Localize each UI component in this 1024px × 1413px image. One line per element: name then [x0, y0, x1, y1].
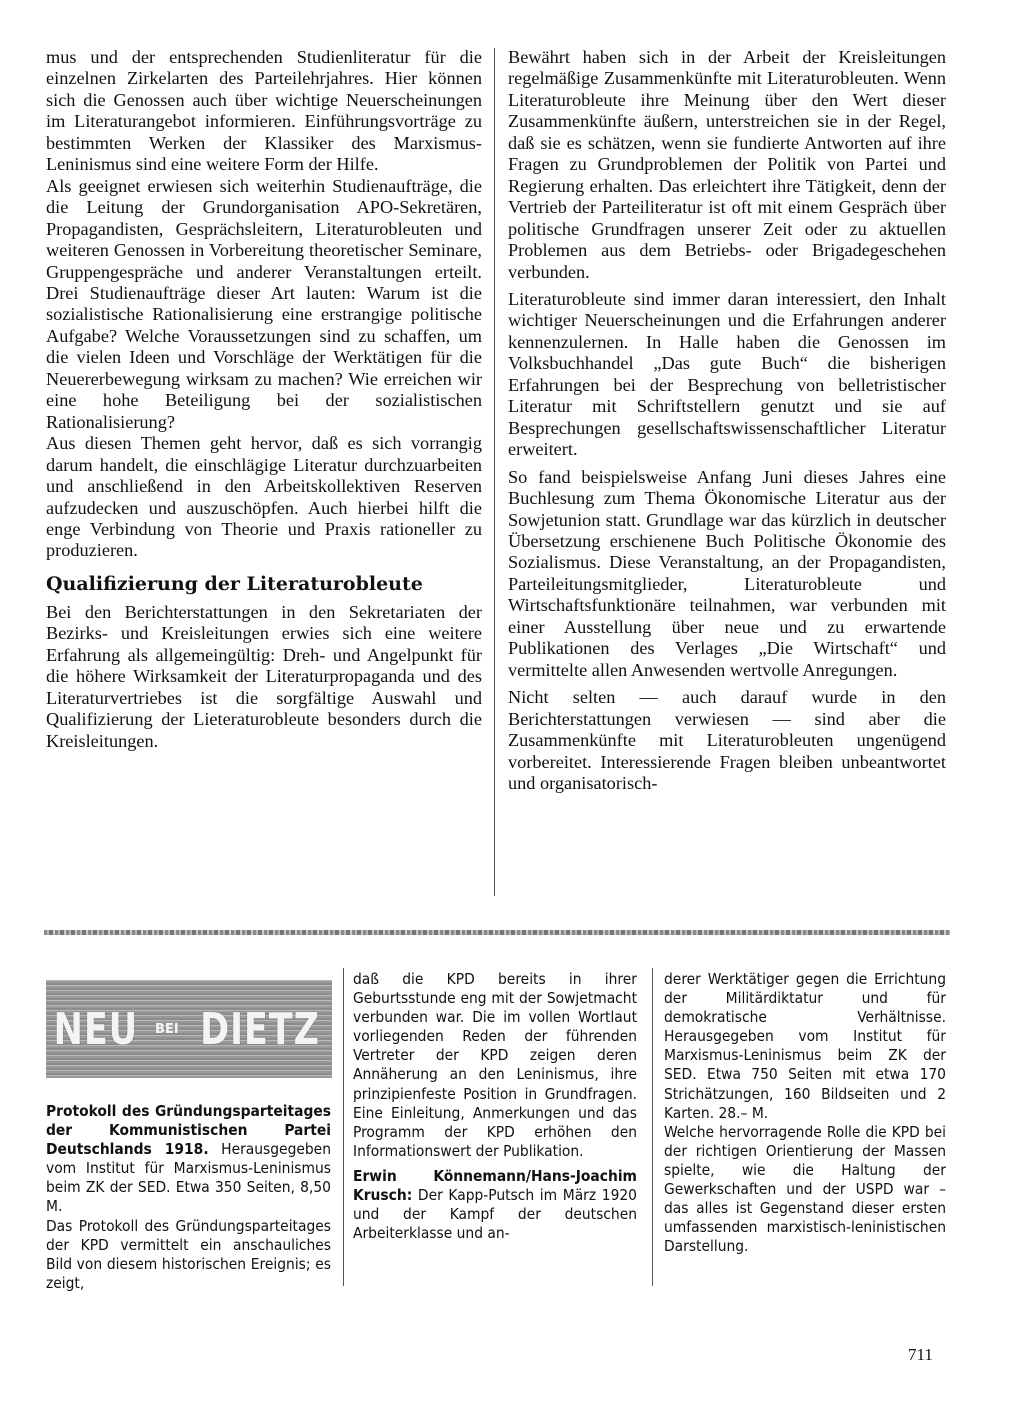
paragraph: Aus diesen Themen geht hervor, daß es sich vorrangig darum handelt, die einschlägige Literatur durchzuarbeiten und anschließend in den Arbeitskollektiven Reserven aufzudecken und auszuschöpfen. Auch hierbei hilft die enge Verbindung von Theorie und Praxis rationeller zu produzieren. — [46, 433, 482, 561]
paragraph: So fand beispielsweise Anfang Juni dieses Jahres eine Buchlesung zum Thema Ökonomische Literatur aus der Sowjetunion statt. Grundlage war das kürzlich in deutscher Übersetzung erschienene Buch Politische Ökonomie des Sozialismus. Diese Veranstaltung, an der Propagandisten, Parteileitungsmitglieder, Literaturobleute und Wirtschaftsfunktionäre teilnahmen, war verbunden mit einer Ausstellung über neue und zu erwartende Publikationen des Verlages „Die Wirtschaft“ und vermittelte allen Anwesenden wertvolle Anregungen. — [508, 466, 946, 680]
banner-word-bei: BEI — [155, 1021, 179, 1037]
article-column-right — [508, 47, 946, 794]
book-authors: Erwin Könnemann/Hans-Joachim Krusch: — [353, 1166, 637, 1205]
column-divider — [494, 48, 495, 896]
book-description-cont: daß die KPD bereits in ihrer Geburtsstunde eng mit der Sowjetmacht verbunden war. Die im vollen Wortlaut vorliegenden Reden der führenden Vertreter der KPD zeigen deren Annäherung an den Leninismus, ihre prinzipienfeste Position in Grundfragen. Eine Einleitung, Anmerkungen und das Programm der KPD erhöhen den Informationswert der Publikation. — [353, 970, 637, 1160]
section-divider — [44, 930, 950, 935]
book-details: Der Kapp-Putsch im März 1920 und der Kampf der deutschen Arbeiterklasse und an- — [353, 1186, 637, 1243]
article-column-left — [46, 47, 482, 752]
book-entry-2 — [353, 1167, 637, 1243]
column-divider — [652, 968, 653, 1286]
section-heading: Qualifizierung der Literaturobleute — [46, 572, 423, 595]
paragraph: Nicht selten — auch darauf wurde in den Berichterstattungen verwiesen — sind aber die Zusammenkünfte mit Literaturobleuten ungenügend vorbereitet. Interessierende Fragen bleiben unbeantwortet und organisatorisch- — [508, 687, 946, 793]
paragraph: Bewährt haben sich in der Arbeit der Kreisleitungen regelmäßige Zusammenkünfte mit Literaturobleuten. Wenn Literaturobleute ihre Meinung über den Wert dieser Zusammenkünfte äußern, unterstreichen sie in der Regel, daß sie es schätzen, wenn sie fundierte Antworten auf ihre Fragen zu Grundproblemen der Politik von Partei und Regierung erhalten. Das erleichtert ihre Tätigkeit, denn der Vertrieb der Parteiliteratur ist oft mit einem Gespräch über politische Grundfragen unserer Zeit oder zu aktuellen Problemen aus dem Betriebs- oder Brigadegeschehen verbunden. — [508, 47, 946, 282]
paragraph: Bei den Berichterstattungen in den Sekretariaten der Bezirks- und Kreisleitungen erwies sich eine weitere Erfahrung als allgemeingültig: Dreh- und Angelpunkt für die höhere Wirksamkeit der Literaturpropaganda und des Literaturvertriebes ist die sorgfältige Auswahl und Qualifizierung der Lieteraturobleute besonders durch die Kreisleitungen. — [46, 601, 482, 751]
book-title: Protokoll des Gründungsparteitages der Kommunistischen Partei Deutschlands 1918. — [46, 1102, 331, 1159]
book-column-3 — [664, 970, 946, 1256]
banner-word-dietz: DIETZ — [199, 1003, 320, 1055]
banner-word-neu: NEU — [53, 1003, 139, 1055]
paragraph: Literaturobleute sind immer daran interessiert, den Inhalt wichtiger Neuerscheinungen und die Erfahrungen anderer kennenzulernen. In Halle haben die Genossen im Volksbuchhandel „Das gute Buch“ die bisherigen Erfahrungen bei der Besprechung von belletristischer Literatur mit Schriftstellern genutzt und sie auf Besprechungen gesellschaftswissenschaftlicher Literatur erweitert. — [508, 288, 946, 460]
book-details: Herausgegeben vom Institut für Marxismus-Leninismus beim ZK der SED. Etwa 350 Seiten, 8,50 M. — [46, 1140, 331, 1216]
book-description: Welche hervorragende Rolle die KPD bei der richtigen Orientierung der Massen spielte, wie die Haltung der Gewerkschaften und der USPD war – das alles ist Gegenstand dieser ersten umfassenden marxistisch-leninistischen Darstellung. — [664, 1122, 946, 1256]
paragraph: Als geeignet erwiesen sich weiterhin Studienaufträge, die die Leitung der Grundorganisation APO-Sekretären, Propagandisten, Gesprächsleitern, Literaturobleuten und weiteren Genossen in Vorbereitung theoretischer Seminare, Gruppengespräche und anderer Veranstaltungen erteilt. Drei Studienaufträge dieser Art lauten: Warum ist die sozialistische Rationalisierung eine erstrangige politische Aufgabe? Welche Voraussetzungen sind zu schaffen, um die vielen Ideen und Vorschläge der Werktätigen für die Neuererbewegung wirksam zu machen? Wie erreichen wir eine hohe Beteiligung bei der sozialistischen Rationalisierung? — [46, 175, 482, 432]
book-details-cont: derer Werktätiger gegen die Errichtung der Militärdiktatur und für demokratische Verhältnisse. Herausgegeben vom Institut für Marxismus-Leninismus beim ZK der SED. Etwa 750 Seiten mit etwa 170 Strichätzungen, 160 Bildseiten und 2 Karten. 28.– M. — [664, 970, 946, 1122]
book-entry-1 — [46, 1102, 331, 1217]
paragraph: mus und der entsprechenden Studienliteratur für die einzelnen Zirkelarten des Parteilehrjahres. Hier können sich die Genossen auch über wichtige Neuerscheinungen im Literaturangebot informieren. Einführungsvorträge zu bestimmten Werken der Klassiker des Marxismus-Leninismus sind eine weitere Form der Hilfe. — [46, 47, 482, 175]
column-divider — [343, 968, 344, 1286]
page-number: 711 — [908, 1345, 933, 1364]
book-column-2 — [353, 970, 637, 1243]
book-description: Das Protokoll des Gründungsparteitages der KPD vermittelt ein anschauliches Bild von diesem historischen Ereignis; es zeigt, — [46, 1216, 331, 1292]
neu-bei-dietz-banner — [46, 980, 332, 1078]
book-column-1 — [46, 1102, 331, 1293]
